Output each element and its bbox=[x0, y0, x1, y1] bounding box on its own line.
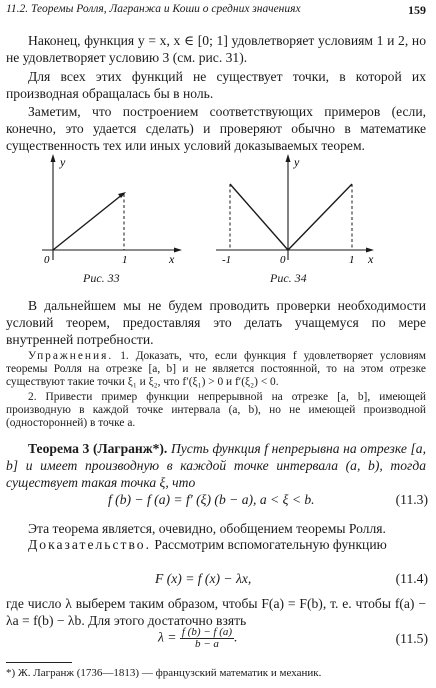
exercise-2: 2. Привести пример функции непрерывной на отрезке [a, b], имеющей производную в каждой точке интервала (a, b), но не имеющей производной (односторонней) в точке a. bbox=[6, 391, 426, 430]
paragraph-2: Для всех этих функций не существует точки, в которой их производная обращалась бы в ноль. bbox=[6, 69, 426, 102]
page-number: 159 bbox=[408, 3, 426, 17]
y-axis-arrow bbox=[286, 154, 291, 162]
figure-33-caption: Рис. 33 bbox=[83, 271, 120, 285]
tick-label-1: 1 bbox=[122, 254, 128, 266]
formula-11-3: f (b) − f (a) = f′ (ξ) (b − a), a < ξ < b. bbox=[108, 492, 315, 507]
x-axis-label: x bbox=[368, 252, 374, 266]
proof-paragraph bbox=[6, 536, 426, 553]
section-title: 11.2. Теоремы Ролля, Лагранжа и Коши о средних значениях bbox=[6, 3, 301, 15]
graph-left-branch bbox=[230, 184, 288, 250]
paragraph-3: Заметим, что построением соответствующих примеров (если, конечно, это удается сделать) и проверяют обычно в математике существенность тех или иных условий доказываемых теорем. bbox=[6, 104, 426, 154]
fraction-numerator: f (b) − f (a) bbox=[181, 626, 233, 638]
exercise-1-text: 1. Доказать, что, если функция f удовлетворяет условиям теоремы Ролля на отрезке [a, b] и не является постоянной, то на этом отрезке существуют такие точки ξ₁ и ξ₂, что f′(ξ₁) > 0 и f′(ξ₂) < 0. bbox=[6, 350, 426, 389]
formula-11-4: F (x) = f (x) − λx, bbox=[155, 571, 252, 586]
formula-11-5-lhs: λ = bbox=[158, 629, 177, 645]
theorem-statement: Пусть функция f непрерывна на отрезке [a, b] и имеет производную в каждой точке интервала (a, b), тогда существует такая точка ξ, что bbox=[6, 441, 426, 491]
graph-line bbox=[53, 194, 123, 250]
formula-number-11-4: (11.4) bbox=[395, 571, 428, 586]
formula-11-5-fraction bbox=[180, 627, 234, 650]
fraction-denominator: b − a bbox=[195, 638, 219, 650]
page-header bbox=[6, 3, 430, 19]
exercise-1 bbox=[6, 350, 426, 390]
x-axis-label: x bbox=[169, 252, 175, 266]
proof-paragraph-2: где число λ выберем таким образом, чтобы F(a) = F(b), т. е. чтобы f(a) − λa = f(b) − λb. Для этого достаточно взять bbox=[6, 596, 426, 629]
formula-number-11-3: (11.3) bbox=[395, 492, 428, 507]
proof-text: Рассмотрим вспомогательную функцию bbox=[151, 537, 387, 552]
theorem-heading: Теорема 3 (Лагранж*). bbox=[28, 441, 168, 456]
paragraph-1: Наконец, функция y = x, x ∈ [0; 1] удовлетворяет условиям 1 и 2, но не удовлетворяет условию 3 (см. рис. 31). bbox=[6, 33, 426, 66]
formula-number-11-5: (11.5) bbox=[395, 631, 428, 646]
formula-11-5 bbox=[158, 627, 237, 653]
footnote-rule bbox=[6, 662, 72, 663]
exercises-heading: Упражнения. bbox=[28, 350, 114, 362]
x-axis-arrow bbox=[174, 248, 182, 253]
origin-label: 0 bbox=[44, 254, 50, 266]
y-axis-arrow bbox=[51, 154, 56, 162]
tick-label-minus-1: -1 bbox=[222, 254, 232, 266]
y-axis-label: y bbox=[60, 155, 66, 169]
proof-label: Доказательство. bbox=[28, 537, 152, 552]
tick-label-1: 1 bbox=[349, 254, 355, 266]
paragraph-4: В дальнейшем мы не будем проводить проверки необходимости условий теорем, предоставляя это делать учащемуся по мере внутренней потребности. bbox=[6, 298, 426, 348]
figure-34 bbox=[210, 152, 432, 292]
footnote: *) Ж. Лагранж (1736—1813) — французский математик и механик. bbox=[6, 667, 322, 679]
graph-right-branch bbox=[288, 184, 352, 250]
y-axis-label: y bbox=[294, 155, 300, 169]
figure-34-caption: Рис. 34 bbox=[270, 271, 307, 285]
formula-11-5-tail: . bbox=[234, 629, 238, 645]
origin-label: 0 bbox=[280, 254, 286, 266]
theorem-3 bbox=[6, 440, 426, 492]
theorem-remark: Эта теорема является, очевидно, обобщением теоремы Ролля. bbox=[28, 521, 386, 536]
